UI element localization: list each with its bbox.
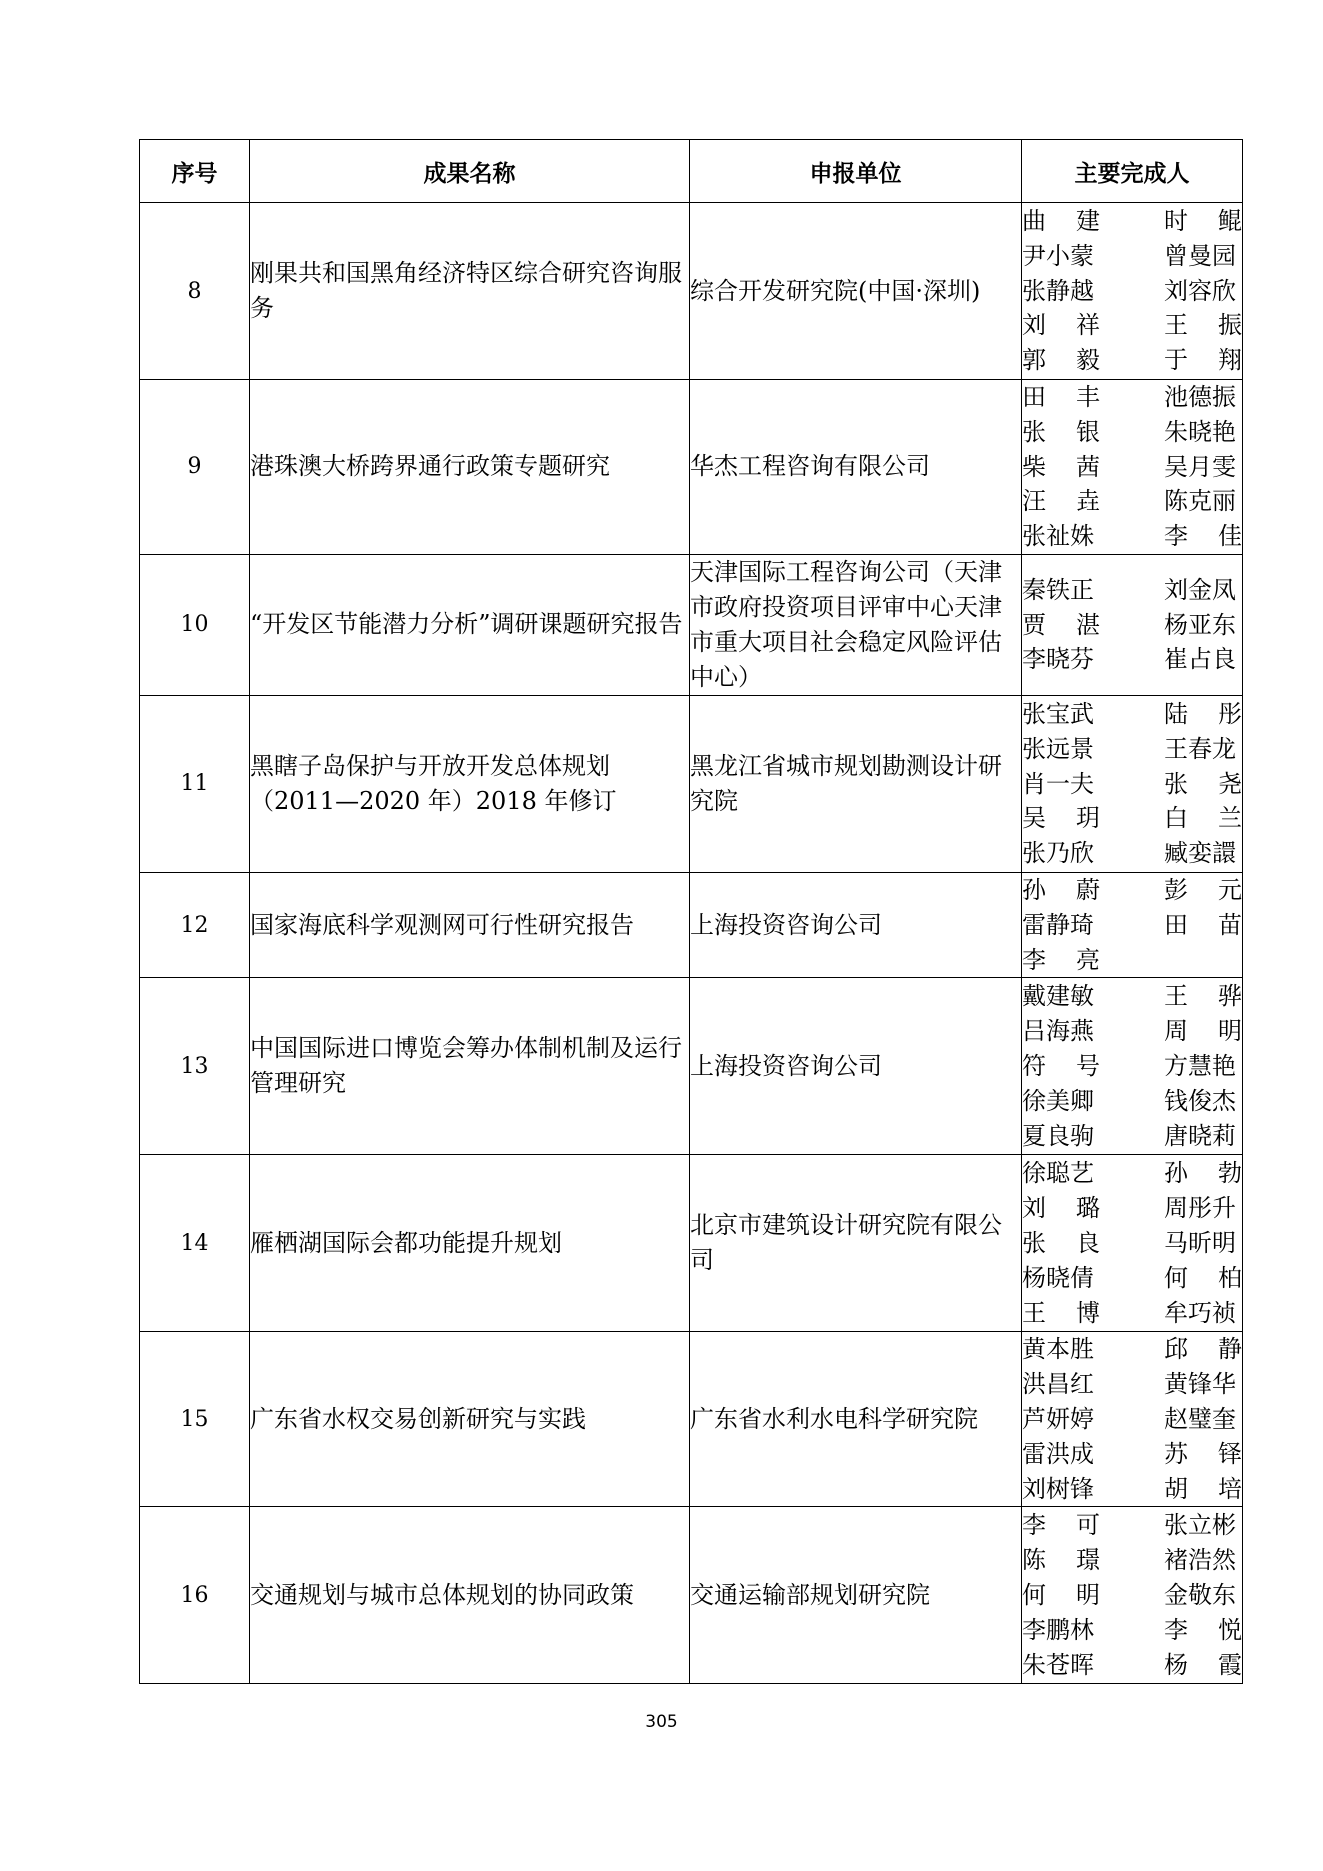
- contributor-name: 张 银: [1022, 417, 1100, 446]
- contributor-pair: [1022, 1226, 1242, 1261]
- contributor-name: 刘 祥: [1022, 311, 1100, 340]
- contributor-name: 钱俊杰: [1164, 1086, 1236, 1115]
- contributors-list: [1022, 1332, 1242, 1506]
- contributor-name: 李 可: [1022, 1511, 1100, 1540]
- contributors-list: [1022, 204, 1242, 378]
- contributor-pair: [1022, 1156, 1242, 1191]
- contributor-name: 张 尧: [1164, 769, 1242, 798]
- contributor-name: 臧娈譞: [1164, 839, 1236, 868]
- contributor-name: 何 明: [1022, 1580, 1100, 1609]
- contributor-pair: [1022, 1119, 1242, 1154]
- contributor-name: 王 振: [1164, 311, 1242, 340]
- contributor-name: 柴 茜: [1022, 452, 1100, 481]
- header-title: 成果名称: [250, 140, 690, 203]
- applicant-unit: 上海投资咨询公司: [690, 978, 1022, 1155]
- contributor-name: 张 良: [1022, 1228, 1100, 1257]
- contributor-pair: [1022, 1191, 1242, 1226]
- contributor-pair: [1022, 450, 1242, 485]
- contributor-name: 刘金凤: [1164, 575, 1236, 604]
- contributor-pair: [1022, 1648, 1242, 1683]
- contributors-list: [1022, 380, 1242, 554]
- contributor-pair: [1022, 1613, 1242, 1648]
- contributor-name: 张立彬: [1164, 1511, 1236, 1540]
- contributor-name: 孙 蔚: [1022, 875, 1100, 904]
- contributor-pair: [1022, 274, 1242, 309]
- main-contributors: [1022, 695, 1243, 872]
- contributor-name: 时 鲲: [1164, 207, 1242, 235]
- contributor-name: 尹小蒙: [1022, 241, 1094, 270]
- contributor-pair: [1022, 943, 1242, 978]
- row-number: 13: [140, 978, 250, 1155]
- contributor-name: 曲 建: [1022, 207, 1100, 235]
- table-row: [140, 978, 1243, 1155]
- applicant-unit: 上海投资咨询公司: [690, 872, 1022, 977]
- applicant-unit: 北京市建筑设计研究院有限公司: [690, 1155, 1022, 1332]
- contributor-name: 唐晓莉: [1164, 1121, 1236, 1150]
- contributor-pair: [1022, 380, 1242, 415]
- table-row: [140, 203, 1243, 380]
- contributor-pair: [1022, 415, 1242, 450]
- contributor-name: 杨 霞: [1164, 1650, 1242, 1679]
- contributor-name: 刘容欣: [1164, 276, 1236, 305]
- contributor-name: 孙 勃: [1164, 1159, 1242, 1188]
- contributor-name: 雷洪成: [1022, 1439, 1094, 1468]
- contributor-pair: [1022, 836, 1242, 871]
- contributor-name: 苏 铎: [1164, 1439, 1242, 1468]
- contributor-pair: [1022, 1261, 1242, 1296]
- contributor-name: 李晓芬: [1022, 645, 1094, 674]
- row-number: 10: [140, 554, 250, 695]
- contributors-list: [1022, 1156, 1242, 1330]
- contributor-pair: [1022, 979, 1242, 1014]
- contributor-pair: [1022, 1437, 1242, 1472]
- table-row: [140, 872, 1243, 977]
- main-contributors: [1022, 1155, 1243, 1332]
- contributor-name: 周 明: [1164, 1017, 1242, 1046]
- contributor-pair: [1022, 1367, 1242, 1402]
- contributor-name: 吕海燕: [1022, 1017, 1094, 1046]
- achievement-title: 雁栖湖国际会都功能提升规划: [250, 1155, 690, 1332]
- contributor-name: 郭 毅: [1022, 346, 1100, 375]
- contributor-name: 张远景: [1022, 734, 1094, 763]
- contributor-name: 徐聪艺: [1022, 1159, 1094, 1188]
- row-number: 15: [140, 1332, 250, 1507]
- row-number: 8: [140, 203, 250, 380]
- contributor-pair: [1022, 908, 1242, 943]
- contributor-pair: [1022, 697, 1242, 732]
- contributor-pair: [1022, 1543, 1242, 1578]
- contributor-name: 白 兰: [1164, 804, 1242, 833]
- contributor-pair: [1022, 1332, 1242, 1367]
- header-no: 序号: [140, 140, 250, 203]
- contributors-list: [1022, 873, 1242, 977]
- awards-table: [139, 139, 1243, 1684]
- achievement-title: 刚果共和国黑角经济特区综合研究咨询服务: [250, 203, 690, 380]
- contributor-name: 张静越: [1022, 276, 1094, 305]
- contributor-name: 王春龙: [1164, 734, 1236, 763]
- main-contributors: [1022, 978, 1243, 1155]
- row-number: 14: [140, 1155, 250, 1332]
- contributor-name: 黄本胜: [1022, 1335, 1094, 1364]
- contributor-pair: [1022, 1578, 1242, 1613]
- contributor-name: 何 柏: [1164, 1263, 1242, 1292]
- main-contributors: [1022, 1332, 1243, 1507]
- contributor-pair: [1022, 732, 1242, 767]
- table-body: [140, 203, 1243, 1684]
- contributor-name: 吴 玥: [1022, 804, 1100, 833]
- contributor-pair: [1022, 873, 1242, 908]
- contributor-name: 贾 湛: [1022, 610, 1100, 639]
- page-number: 305: [645, 1712, 678, 1732]
- contributor-name: 李鹏林: [1022, 1615, 1094, 1644]
- contributor-name: 陈克丽: [1164, 487, 1236, 516]
- contributor-pair: [1022, 519, 1242, 554]
- contributor-pair: [1022, 1402, 1242, 1437]
- achievement-title: 中国国际进口博览会筹办体制机制及运行管理研究: [250, 978, 690, 1155]
- contributor-pair: [1022, 204, 1242, 239]
- contributor-name: 陆 彤: [1164, 699, 1242, 728]
- achievement-title: 国家海底科学观测网可行性研究报告: [250, 872, 690, 977]
- contributor-pair: [1022, 343, 1242, 378]
- contributor-name: 汪 垚: [1022, 487, 1100, 516]
- contributor-name: 牟巧祯: [1164, 1298, 1236, 1327]
- contributor-name: 秦铁正: [1022, 575, 1094, 604]
- contributor-name: 王 骅: [1164, 982, 1242, 1011]
- row-number: 12: [140, 872, 250, 977]
- row-number: 16: [140, 1507, 250, 1684]
- contributor-name: 池德振: [1164, 383, 1236, 411]
- contributor-name: 戴建敏: [1022, 982, 1094, 1011]
- contributor-pair: [1022, 1472, 1242, 1507]
- achievement-title: 黑瞎子岛保护与开放开发总体规划（2011—2020 年）2018 年修订: [250, 695, 690, 872]
- contributor-name: 李 悦: [1164, 1615, 1242, 1644]
- contributor-pair: [1022, 642, 1242, 677]
- main-contributors: [1022, 554, 1243, 695]
- contributor-name: 张乃欣: [1022, 839, 1094, 868]
- main-contributors: [1022, 203, 1243, 380]
- contributor-name: 杨亚东: [1164, 610, 1236, 639]
- contributor-name: 方慧艳: [1164, 1051, 1236, 1080]
- achievement-title: “开发区节能潜力分析”调研课题研究报告: [250, 554, 690, 695]
- applicant-unit: 天津国际工程咨询公司（天津市政府投资项目评审中心天津市重大项目社会稳定风险评估中心）: [690, 554, 1022, 695]
- row-number: 9: [140, 380, 250, 555]
- contributor-name: 雷静琦: [1022, 910, 1094, 939]
- table-row: [140, 695, 1243, 872]
- contributor-name: 符 号: [1022, 1051, 1100, 1080]
- contributor-name: 朱晓艳: [1164, 417, 1236, 446]
- contributor-pair: [1022, 573, 1242, 608]
- contributor-name: 彭 元: [1164, 875, 1242, 904]
- contributor-name: 徐美卿: [1022, 1086, 1094, 1115]
- contributor-name: 朱苍晖: [1022, 1650, 1094, 1679]
- contributor-name: 邱 静: [1164, 1335, 1242, 1364]
- achievement-title: 交通规划与城市总体规划的协同政策: [250, 1507, 690, 1684]
- contributor-name: 李 佳: [1164, 522, 1242, 551]
- header-people: 主要完成人: [1022, 140, 1243, 203]
- applicant-unit: 黑龙江省城市规划勘测设计研究院: [690, 695, 1022, 872]
- contributor-pair: [1022, 484, 1242, 519]
- contributor-name: 洪昌红: [1022, 1370, 1094, 1399]
- contributor-name: 张祉姝: [1022, 522, 1094, 551]
- table-row: [140, 1155, 1243, 1332]
- contributor-pair: [1022, 1508, 1242, 1543]
- contributor-name: 崔占良: [1164, 645, 1236, 674]
- contributor-name: 曾曼园: [1164, 241, 1236, 270]
- row-number: 11: [140, 695, 250, 872]
- contributor-name: 赵璧奎: [1164, 1404, 1236, 1433]
- contributors-list: [1022, 979, 1242, 1153]
- contributor-pair: [1022, 308, 1242, 343]
- contributor-name: 陈 璟: [1022, 1546, 1100, 1575]
- contributor-name: 田 苗: [1164, 910, 1242, 939]
- contributor-pair: [1022, 1049, 1242, 1084]
- contributor-pair: [1022, 1014, 1242, 1049]
- contributor-pair: [1022, 608, 1242, 643]
- contributor-name: 褚浩然: [1164, 1546, 1236, 1575]
- table-row: [140, 1507, 1243, 1684]
- contributor-name: 周彤升: [1164, 1194, 1236, 1223]
- contributors-list: [1022, 573, 1242, 677]
- contributors-list: [1022, 1508, 1242, 1682]
- contributor-name: 金敬东: [1164, 1580, 1236, 1609]
- contributor-name: 夏良驹: [1022, 1121, 1094, 1150]
- contributor-pair: [1022, 239, 1242, 274]
- achievement-title: 港珠澳大桥跨界通行政策专题研究: [250, 380, 690, 555]
- main-contributors: [1022, 1507, 1243, 1684]
- header-unit: 申报单位: [690, 140, 1022, 203]
- contributor-pair: [1022, 767, 1242, 802]
- contributor-name: 肖一夫: [1022, 769, 1094, 798]
- contributor-name: 黄锋华: [1164, 1370, 1236, 1399]
- contributor-name: 田 丰: [1022, 383, 1100, 411]
- contributor-name: 马昕明: [1164, 1228, 1236, 1257]
- contributor-name: 刘树锋: [1022, 1474, 1094, 1503]
- contributor-pair: [1022, 1296, 1242, 1331]
- contributor-name: 于 翔: [1164, 346, 1242, 375]
- applicant-unit: 综合开发研究院(中国·深圳): [690, 203, 1022, 380]
- main-contributors: [1022, 380, 1243, 555]
- contributors-list: [1022, 697, 1242, 871]
- contributor-name: 吴月雯: [1164, 452, 1236, 481]
- contributor-name: 胡 培: [1164, 1474, 1242, 1503]
- contributor-name: 杨晓倩: [1022, 1263, 1094, 1292]
- applicant-unit: 华杰工程咨询有限公司: [690, 380, 1022, 555]
- contributor-name: 王 博: [1022, 1298, 1100, 1327]
- applicant-unit: 交通运输部规划研究院: [690, 1507, 1022, 1684]
- contributor-name: 李 亮: [1022, 945, 1100, 974]
- contributor-name: 刘 璐: [1022, 1194, 1100, 1223]
- main-contributors: [1022, 872, 1243, 977]
- header-row: [140, 140, 1243, 203]
- contributor-pair: [1022, 1084, 1242, 1119]
- contributor-name: 张宝武: [1022, 699, 1094, 728]
- achievement-title: 广东省水权交易创新研究与实践: [250, 1332, 690, 1507]
- applicant-unit: 广东省水利水电科学研究院: [690, 1332, 1022, 1507]
- table-row: [140, 1332, 1243, 1507]
- table-row: [140, 554, 1243, 695]
- contributor-name: 芦妍婷: [1022, 1404, 1094, 1433]
- contributor-pair: [1022, 801, 1242, 836]
- table-row: [140, 380, 1243, 555]
